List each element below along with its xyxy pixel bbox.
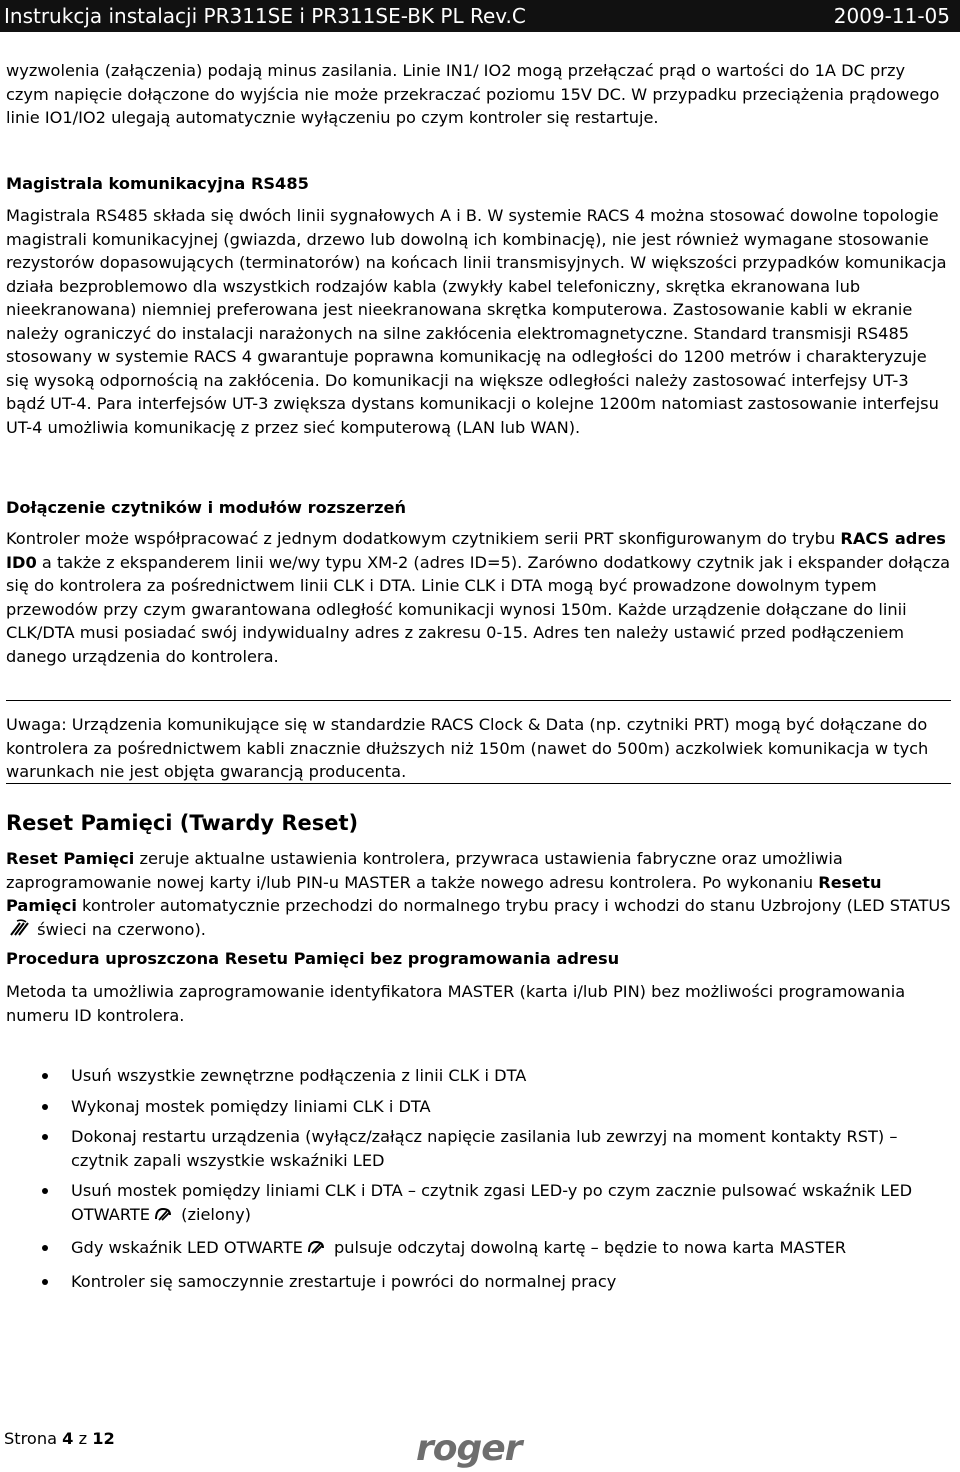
page-header — [0, 0, 960, 32]
step-text-suffix: pulsuje odczytaj dowolną kartę – będzie to nowa karta MASTER — [328, 1238, 847, 1257]
step-text: Kontroler się samoczynnie zrestartuje i powróci do normalnej pracy — [71, 1271, 617, 1291]
reset-heading: Reset Pamięci (Twardy Reset) — [6, 811, 359, 835]
readers-paragraph — [6, 527, 951, 668]
readers-text-a: Kontroler może współpracować z jednym dodatkowym czytnikiem serii PRT skonfigurowanym do trybu — [6, 529, 841, 548]
page-number — [4, 1429, 115, 1448]
list-item — [6, 1064, 951, 1088]
header-date: 2009-11-05 — [833, 4, 950, 28]
bullet-icon — [42, 1104, 48, 1110]
note-paragraph: Uwaga: Urządzenia komunikujące się w standardzie RACS Clock & Data (np. czytniki PRT) mogą być dołączane do kontrolera za pośrednictwem kabli znacznie dłuższych niż 150m (nawet do 500m) aczkolwiek komunikacja w tych warunkach nie jest objęta gwarancją producenta. — [6, 715, 929, 781]
bullet-icon — [42, 1134, 48, 1140]
reset-text-b: kontroler automatycznie przechodzi do normalnego trybu pracy i wchodzi do stanu Uzbrojony (LED STATUS — [76, 896, 951, 915]
led-status-icon — [8, 918, 30, 945]
page-total: 12 — [92, 1429, 115, 1448]
list-item — [6, 1095, 951, 1119]
readers-heading: Dołączenie czytników i modułów rozszerzeń — [6, 498, 407, 517]
reset-text-bold2: Resetu Pamięci — [6, 872, 882, 915]
step-text: Usuń mostek pomiędzy liniami CLK i DTA – czytnik zgasi LED-y po czym zacznie pulsować wskaźnik LED OTWARTE — [71, 1181, 913, 1224]
led-open-icon — [305, 1236, 327, 1263]
step-text: Wykonaj mostek pomiędzy liniami CLK i DTA — [71, 1096, 431, 1116]
list-item — [6, 1179, 951, 1229]
bullet-icon — [42, 1279, 48, 1285]
list-item — [6, 1125, 951, 1172]
note-rule-bottom — [6, 783, 951, 784]
steps-list — [6, 1064, 951, 1293]
bullet-icon — [42, 1073, 48, 1079]
led-open-icon — [152, 1203, 174, 1230]
roger-logo — [414, 1430, 546, 1468]
step-text: Usuń wszystkie zewnętrzne podłączenia z linii CLK i DTA — [71, 1066, 527, 1085]
procedure-heading: Procedura uproszczona Resetu Pamięci bez programowania adresu — [6, 949, 620, 968]
procedure-paragraph: Metoda ta umożliwia zaprogramowanie identyfikatora MASTER (karta i/lub PIN) bez możliwości programowania numeru ID kontrolera. — [6, 982, 906, 1025]
page-prefix: Strona — [4, 1429, 58, 1448]
note-rule-top — [6, 700, 951, 701]
page-separator: z — [78, 1429, 88, 1448]
list-item — [6, 1270, 951, 1294]
readers-text-bold: RACS adres ID0 — [6, 529, 946, 572]
reset-text-c: świeci na czerwono). — [32, 919, 206, 939]
page-current: 4 — [62, 1429, 74, 1448]
reset-paragraph — [6, 847, 951, 944]
step-text-suffix: (zielony) — [176, 1204, 251, 1224]
rs485-paragraph: Magistrala RS485 składa się dwóch linii sygnałowych A i B. W systemie RACS 4 można stosować dowolne topologie magistrali komunikacyjnej (gwiazda, drzewo lub dowolną ich kombinację), nie jest również wymagane stosowanie rezystorów dopasowujących (terminatorów) na końcach linii transmisyjnych. W większości przypadków komunikacja działa bezproblemowo dla wszystkich rodzajów kabla (zwykły kabel telefoniczny, skrętka ekranowana lub nieekranowana) niemniej preferowana jest nieekranowana skrętka komputerowa. Zastosowanie kabli w ekranie należy ograniczyć do instalacji narażonych na silne zakłócenia elektromagnetyczne. Standard transmisji RS485 stosowany w systemie RACS 4 gwarantuje poprawna komunikację na odległości do 1200 metrów i charakteryzuje się wysoką odpornością na zakłócenia. Do komunikacji na większe odległości należy zastosować interfejsy UT-3 bądź UT-4. Para interfejsów UT-3 zwiększa dystans komunikacji o kolejne 1200m natomiast zastosowanie interfejsu UT-4 umożliwia komunikację z przez sieć komputerową (LAN lub WAN). — [6, 206, 947, 437]
bullet-icon — [42, 1188, 48, 1194]
readers-text-b: a także z ekspanderem linii we/wy typu XM-2 (adres ID=5). Zarówno dodatkowy czytnik jak i ekspander dołącza się do kontrolera za pośrednictwem linii CLK i DTA. Linie CLK i DTA mogą być prowadzone dowolnym typem przewodów przy czym gwarantowana odległość komunikacji wynosi 150m. Każde urządzenie dołączane do linii CLK/DTA musi posiadać swój indywidualny adres z zakresu 0-15. Adres ten należy ustawić przed podłączeniem danego urządzenia do kontrolera. — [6, 552, 951, 666]
list-item — [6, 1236, 951, 1263]
rs485-heading: Magistrala komunikacyjna RS485 — [6, 174, 309, 193]
step-text: Dokonaj restartu urządzenia (wyłącz/załącz napięcie zasilania lub zewrzyj na moment kontakty RST) – czytnik zapali wszystkie wskaźniki LED — [71, 1127, 898, 1170]
bullet-icon — [42, 1245, 48, 1251]
reset-text-a: zeruje aktualne ustawienia kontrolera, przywraca ustawienia fabryczne oraz umożliwia zaprogramowanie nowej karty i/lub PIN-u MASTER a także nowego adresu kontrolera. Po wykonaniu — [6, 849, 843, 892]
reset-text-bold: Reset Pamięci — [6, 849, 135, 868]
header-title: Instrukcja instalacji PR311SE i PR311SE-BK PL Rev.C — [4, 4, 526, 28]
intro-paragraph: wyzwolenia (załączenia) podają minus zasilania. Linie IN1/ IO2 mogą przełączać prąd o wartości do 1A DC przy czym napięcie dołączone do wyjścia nie może przekraczać poziomu 15V DC. W przypadku przeciążenia prądowego linie IO1/IO2 ulegają automatycznie wyłączeniu po czym kontroler się restartuje. — [6, 61, 940, 127]
svg-text:roger: roger — [416, 1430, 522, 1468]
step-text: Gdy wskaźnik LED OTWARTE — [71, 1238, 303, 1257]
